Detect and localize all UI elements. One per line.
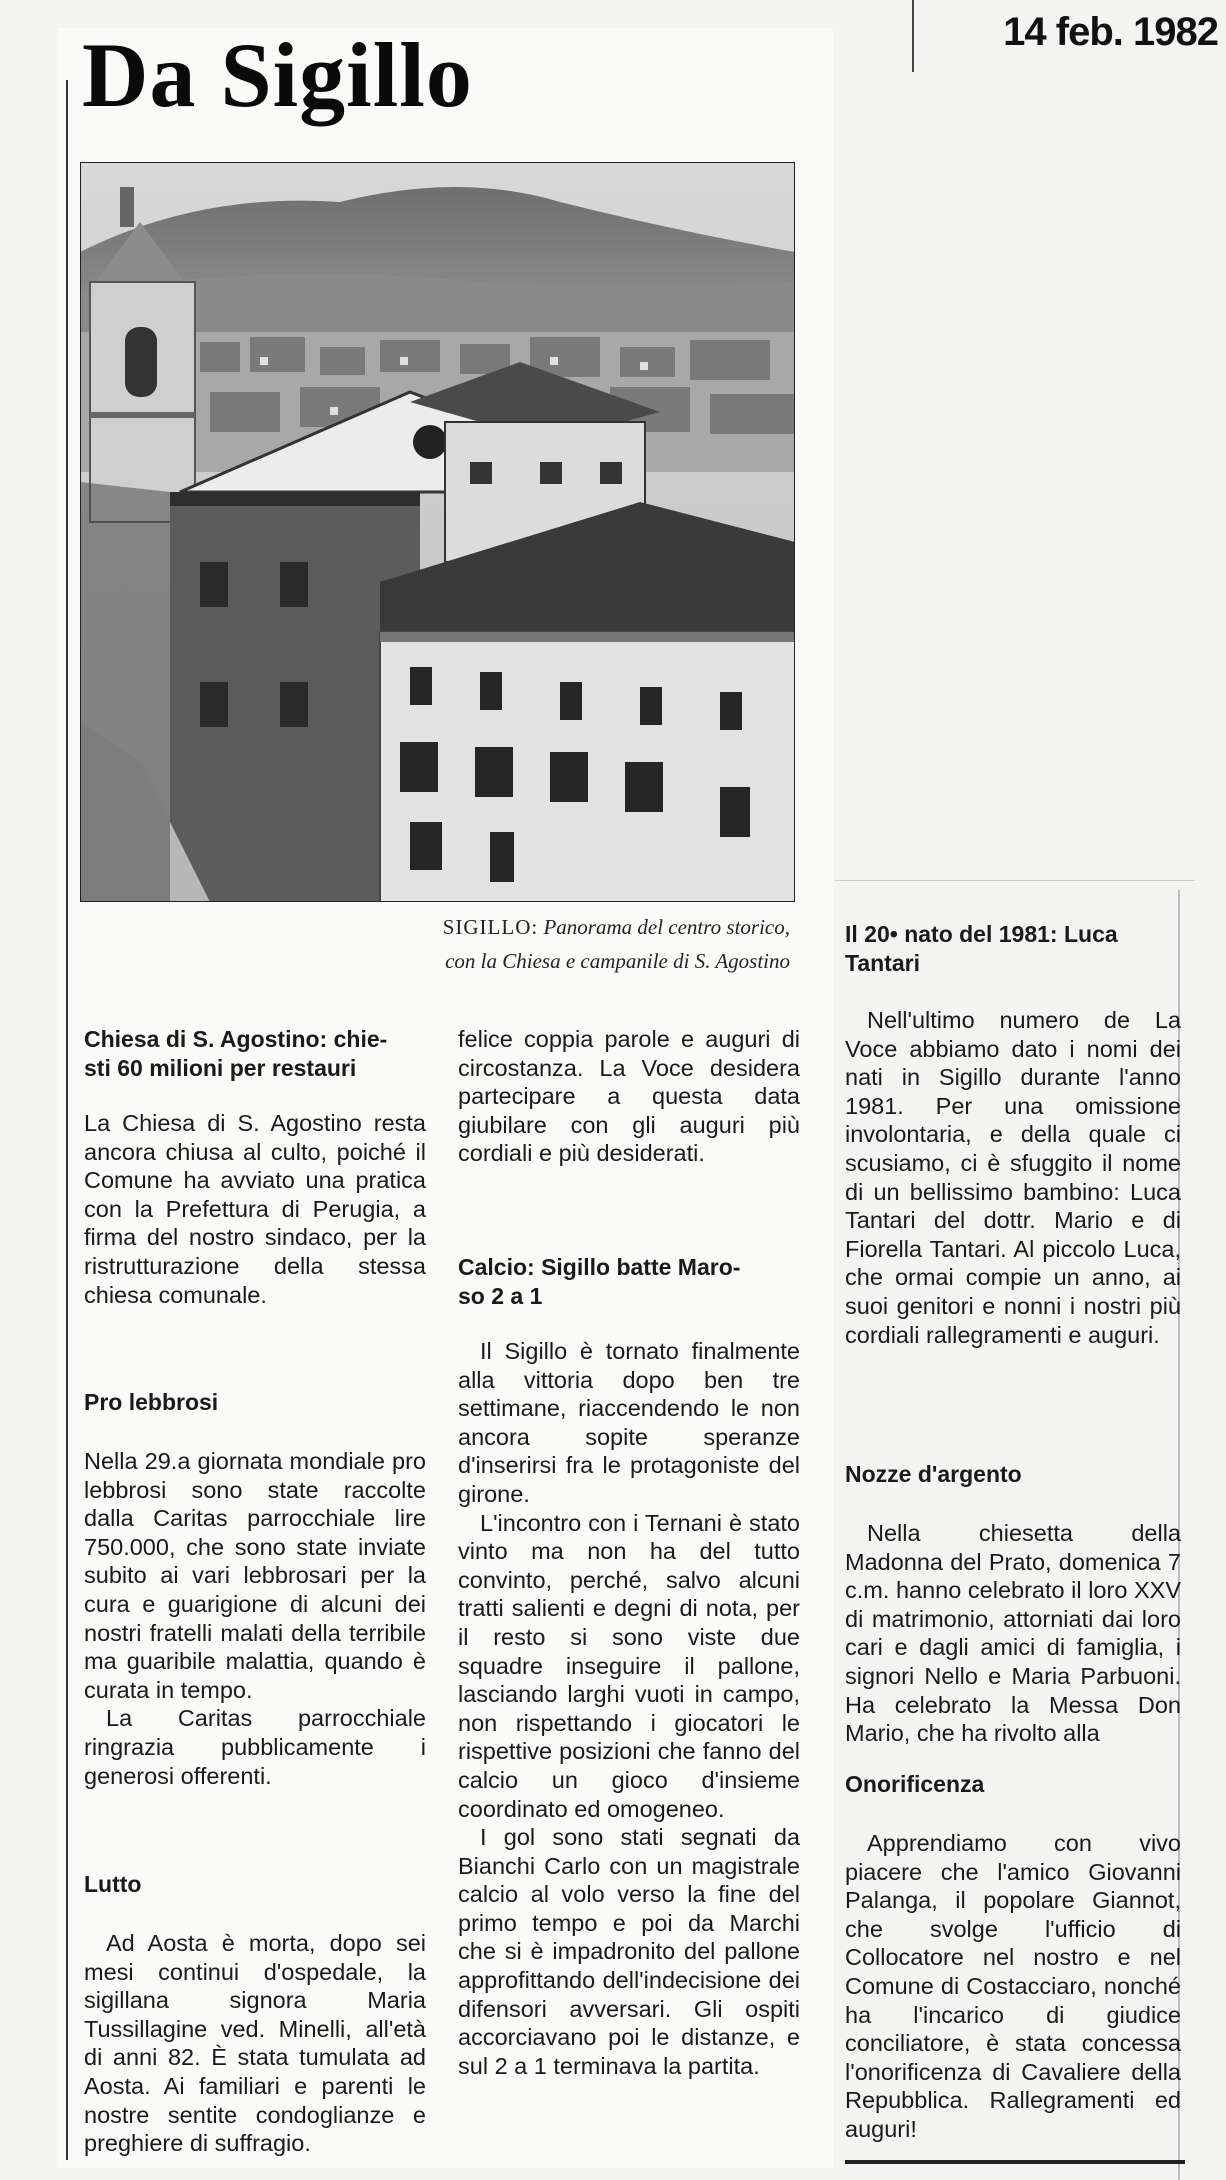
column-rule: [66, 80, 68, 2160]
caption-line: con la Chiesa e campanile di S. Agostino: [445, 949, 790, 973]
photo-caption: [300, 910, 790, 978]
article-chiesa: [84, 1025, 426, 1309]
article-headline: Tantari: [845, 950, 920, 976]
masthead-title: Da Sigillo: [82, 24, 473, 126]
clipping-date: 14 feb. 1982: [1003, 10, 1218, 54]
article-headline: Il 20• nato del 1981: Luca: [845, 921, 1118, 947]
caption-line: Panorama del centro storico,: [543, 915, 790, 939]
article-nato: [845, 920, 1181, 1349]
article-headline: Lutto: [84, 1871, 142, 1897]
article-body: Nell'ultimo numero de La Voce abbiamo dato i nomi dei nati in Sigillo durante l'anno 1981. Per una omissione involontaria, e della quale ci scusiamo, ci è sfuggito il nome di un bellissimo bambino: Luca Tantari del dottr. Mario e di Fiorella Tantari. Al piccolo Luca, che ormai compie un anno, ai suoi genitori e nonni i nostri più cordiali rallegramenti e auguri.: [845, 1007, 1181, 1348]
divider: [835, 880, 1195, 881]
article-headline: Calcio: Sigillo batte Maro-: [458, 1254, 741, 1280]
article-body: Nella chiesetta della Madonna del Prato, domenica 7 c.m. hanno celebrato il loro XXV di matrimonio, attorniati dai loro cari e dagli amici di famiglia, i signori Nello e Maria Parbuoni. Ha celebrato la Messa Don Mario, che ha rivolto alla: [845, 1520, 1181, 1747]
town-panorama-photo: [80, 162, 795, 902]
article-lebbrosi: [84, 1388, 426, 1790]
divider: [845, 2160, 1185, 2164]
article-headline: Chiesa di S. Agostino: chie-: [84, 1026, 388, 1052]
article-onorificenza: [845, 1770, 1181, 2144]
article-headline: Onorificenza: [845, 1771, 985, 1797]
article-calcio: [458, 1253, 800, 2080]
article-nozze: [845, 1460, 1181, 1748]
article-body: Ad Aosta è morta, dopo sei mesi continui d'ospedale, la sigillana signora Maria Tussillagine ved. Minelli, all'età di anni 82. È stata tumulata ad Aosta. Ai familiari e parenti le nostre sentite condoglianze e preghiere di suffragio.: [84, 1930, 426, 2157]
article-body: felice coppia parole e auguri di circostanza. La Voce desidera partecipare a questa data giubilare con gli auguri più cordiali e più desiderati.: [458, 1026, 800, 1167]
caption-label: SIGILLO:: [442, 915, 539, 939]
article-body: La Chiesa di S. Agostino resta ancora chiusa al culto, poiché il Comune ha avviato una pratica con la Prefettura di Perugia, a firma del nostro sindaco, per la ristrutturazione della stessa chiesa comunale.: [84, 1110, 426, 1308]
article-lutto: [84, 1870, 426, 2158]
article-body: L'incontro con i Ternani è stato vinto ma non ha del tutto convinto, perché, salvo alcuni tratti salienti e degni di nota, per il resto si sono viste due squadre inseguire il pallone, lasciando larghi vuoti in campo, non rispettando i giocatori le rispettive posizioni che fanno del calcio un gioco d'insieme coordinato ed omogeneo.: [458, 1509, 800, 1822]
column-rule: [912, 0, 914, 72]
article-headline: so 2 a 1: [458, 1283, 543, 1309]
article-body: Il Sigillo è tornato finalmente alla vittoria dopo ben tre settimane, riaccendendo le non ancora sopite speranze d'inserirsi fra le protagoniste del girone.: [458, 1338, 800, 1507]
article-body: Nella 29.a giornata mondiale pro lebbrosi sono state raccolte dalla Caritas parrocchiale lire 750.000, che sono state inviate subito ai vari lebbrosari per la cura e guarigione di alcuni dei nostri fratelli malati della terribile ma guaribile malattia, quando è curata in tempo.: [84, 1448, 426, 1703]
article-headline: sti 60 milioni per restauri: [84, 1055, 357, 1081]
article-body: I gol sono stati segnati da Bianchi Carlo con un magistrale calcio al volo verso la fine del primo tempo e poi da Marchi che si è impadronito del pallone approfittando dell'indecisione dei difensori avversari. Gli ospiti accorciavano poi le distanze, e sul 2 a 1 terminava la partita.: [458, 1824, 800, 2079]
article-body: Apprendiamo con vivo piacere che l'amico Giovanni Palanga, il popolare Giannot, che svolge l'ufficio di Collocatore nel nostro e nel Comune di Costacciaro, nonché ha l'incarico di giudice conciliatore, è stata concessa l'onorificenza di Cavaliere della Repubblica. Rallegramenti ed auguri!: [845, 1830, 1181, 2142]
article-headline: Pro lebbrosi: [84, 1389, 219, 1415]
article-nozze-continued: [458, 1025, 800, 1168]
article-headline: Nozze d'argento: [845, 1461, 1022, 1487]
article-body: La Caritas parrocchiale ringrazia pubblicamente i generosi offerenti.: [84, 1705, 426, 1789]
